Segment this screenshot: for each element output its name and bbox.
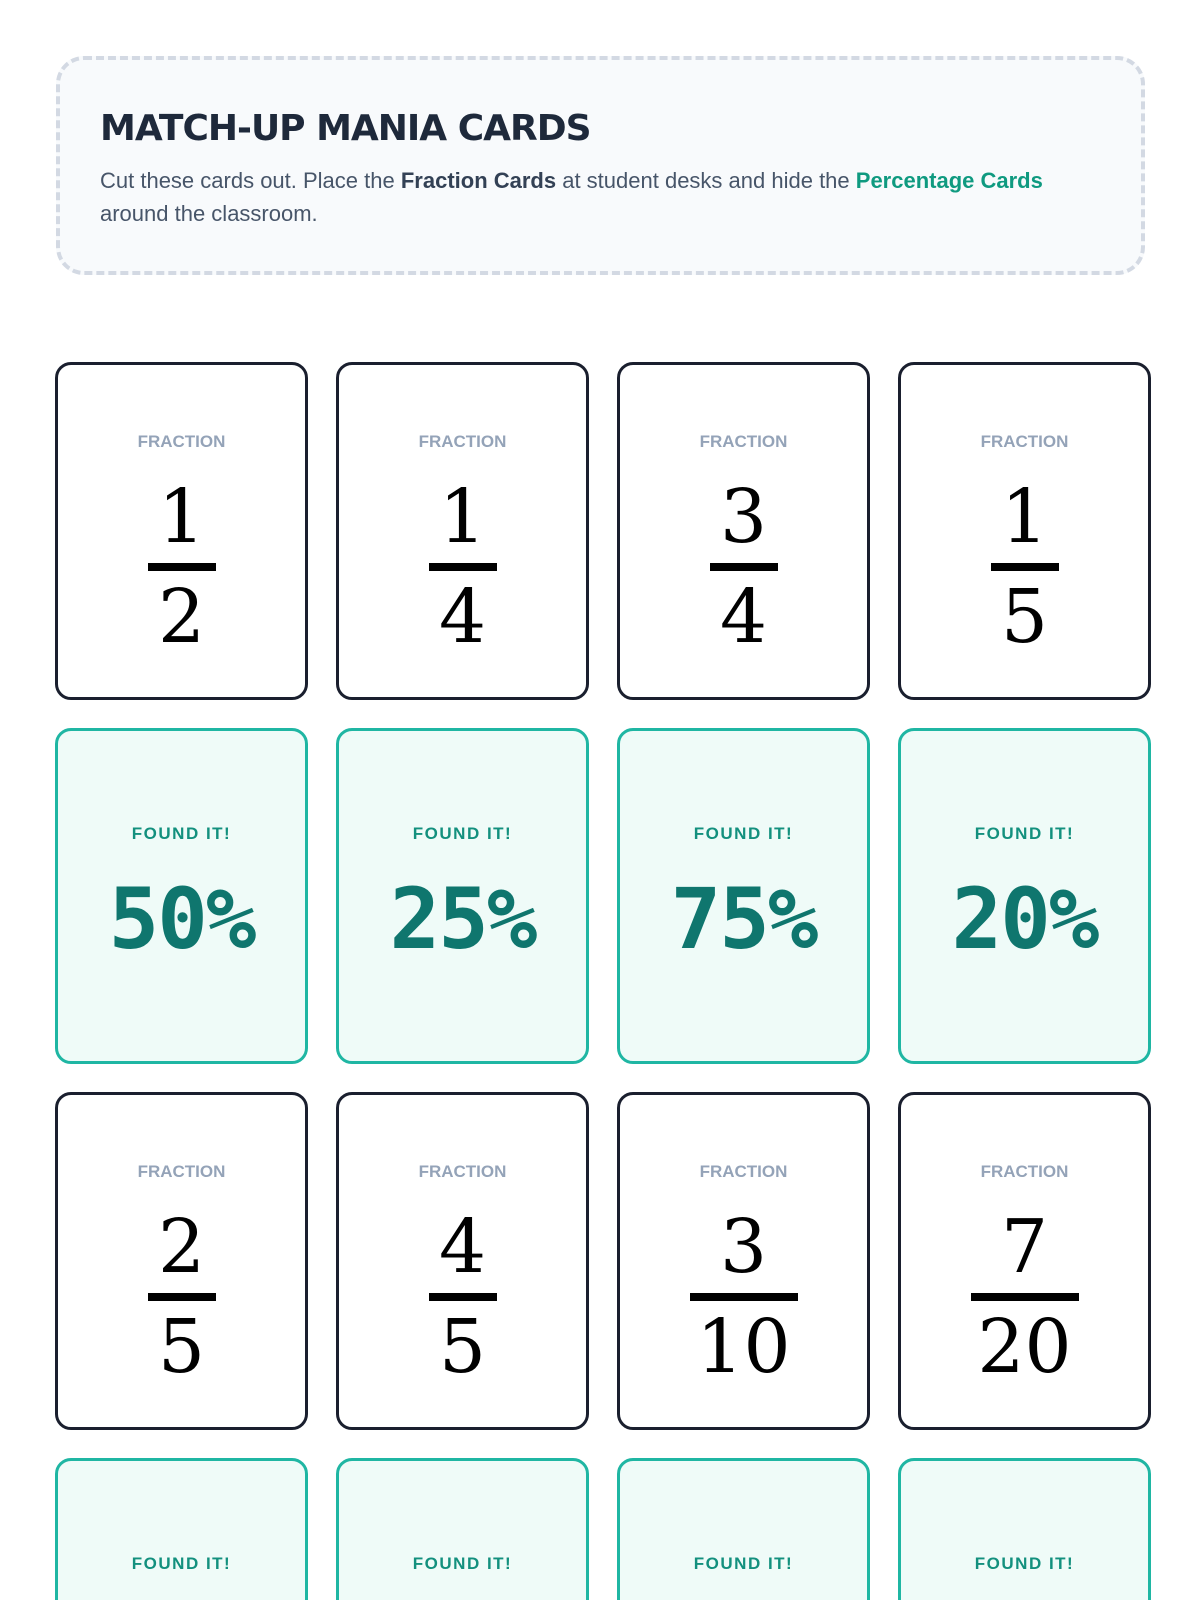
instructions-text bbox=[100, 164, 1101, 230]
fraction-card bbox=[898, 362, 1151, 700]
found-it-label: FOUND IT! bbox=[412, 824, 513, 843]
instructions-text-part: Cut these cards out. Place the bbox=[100, 168, 401, 193]
percentage-card bbox=[55, 1458, 308, 1600]
fraction-denominator: 2 bbox=[157, 574, 206, 660]
fraction-numerator: 2 bbox=[157, 1204, 206, 1290]
fraction-value bbox=[620, 475, 867, 659]
fraction-bar bbox=[429, 1293, 497, 1301]
fraction-denominator: 5 bbox=[1000, 574, 1049, 660]
fraction-card-label: FRACTION bbox=[137, 1162, 226, 1181]
fraction-denominator: 5 bbox=[157, 1304, 206, 1390]
fraction-bar bbox=[690, 1293, 798, 1301]
found-it-label: FOUND IT! bbox=[131, 1554, 232, 1573]
fraction-value bbox=[339, 475, 586, 659]
found-it-label: FOUND IT! bbox=[974, 1554, 1075, 1573]
found-it-label: FOUND IT! bbox=[693, 824, 794, 843]
fraction-card bbox=[617, 362, 870, 700]
fraction-value bbox=[58, 1205, 305, 1389]
found-it-label: FOUND IT! bbox=[412, 1554, 513, 1573]
percentage-card bbox=[617, 728, 870, 1064]
percentage-card bbox=[898, 728, 1151, 1064]
instructions-text-part: at student desks and hide the bbox=[556, 168, 856, 193]
fraction-card bbox=[898, 1092, 1151, 1430]
percentage-value: 50% bbox=[108, 870, 255, 968]
fraction-card bbox=[336, 362, 589, 700]
fraction-numerator: 4 bbox=[438, 1204, 487, 1290]
fraction-value bbox=[620, 1205, 867, 1389]
fraction-value bbox=[58, 475, 305, 659]
fraction-value bbox=[901, 1205, 1148, 1389]
fraction-card bbox=[617, 1092, 870, 1430]
percentage-value: 20% bbox=[951, 870, 1098, 968]
percentage-card bbox=[898, 1458, 1151, 1600]
percentage-card bbox=[617, 1458, 870, 1600]
percentage-cards-emphasis: Percentage Cards bbox=[855, 168, 1043, 193]
fraction-numerator: 3 bbox=[719, 474, 768, 560]
fraction-card-label: FRACTION bbox=[699, 432, 788, 451]
fraction-card bbox=[55, 1092, 308, 1430]
fraction-numerator: 1 bbox=[438, 474, 487, 560]
percentage-card bbox=[336, 728, 589, 1064]
found-it-label: FOUND IT! bbox=[974, 824, 1075, 843]
percentage-card bbox=[336, 1458, 589, 1600]
fraction-value bbox=[339, 1205, 586, 1389]
fraction-value bbox=[901, 475, 1148, 659]
percentage-value: 75% bbox=[670, 870, 817, 968]
fraction-card-label: FRACTION bbox=[137, 432, 226, 451]
fraction-card bbox=[336, 1092, 589, 1430]
fraction-card bbox=[55, 362, 308, 700]
fraction-denominator: 10 bbox=[696, 1304, 791, 1390]
fraction-bar bbox=[710, 563, 778, 571]
fraction-denominator: 4 bbox=[719, 574, 768, 660]
fraction-denominator: 5 bbox=[438, 1304, 487, 1390]
fraction-denominator: 4 bbox=[438, 574, 487, 660]
fraction-card-label: FRACTION bbox=[980, 1162, 1069, 1181]
page-title: MATCH-UP MANIA CARDS bbox=[100, 108, 591, 149]
fraction-bar bbox=[991, 563, 1059, 571]
fraction-numerator: 7 bbox=[1000, 1204, 1049, 1290]
fraction-bar bbox=[971, 1293, 1079, 1301]
fraction-cards-emphasis: Fraction Cards bbox=[400, 168, 557, 193]
fraction-card-label: FRACTION bbox=[418, 432, 507, 451]
found-it-label: FOUND IT! bbox=[693, 1554, 794, 1573]
fraction-card-label: FRACTION bbox=[980, 432, 1069, 451]
found-it-label: FOUND IT! bbox=[131, 824, 232, 843]
fraction-denominator: 20 bbox=[977, 1304, 1072, 1390]
fraction-numerator: 1 bbox=[1000, 474, 1049, 560]
fraction-bar bbox=[429, 563, 497, 571]
instructions-text-part: around the classroom. bbox=[100, 201, 318, 226]
fraction-numerator: 3 bbox=[719, 1204, 768, 1290]
percentage-value: 25% bbox=[389, 870, 536, 968]
fraction-bar bbox=[148, 1293, 216, 1301]
fraction-card-label: FRACTION bbox=[418, 1162, 507, 1181]
fraction-numerator: 1 bbox=[157, 474, 206, 560]
instructions-box bbox=[56, 56, 1145, 275]
fraction-bar bbox=[148, 563, 216, 571]
fraction-card-label: FRACTION bbox=[699, 1162, 788, 1181]
percentage-card bbox=[55, 728, 308, 1064]
